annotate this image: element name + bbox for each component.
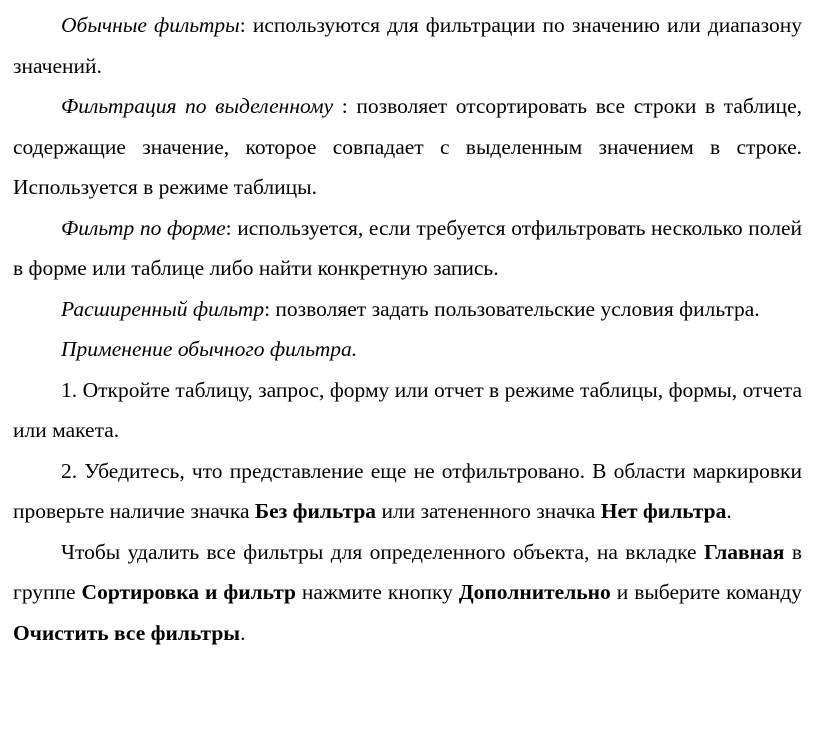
term-filter-by-form: Фильтр по форме xyxy=(61,215,226,240)
bold-sort-filter-group: Сортировка и фильтр xyxy=(81,580,296,604)
paragraph-text: 2. Убедитесь, что представление еще не отфильтровано. В области маркировки проверьте наличие значка xyxy=(13,458,802,523)
bold-clear-all-filters: Очистить все фильтры xyxy=(13,620,241,645)
paragraph-text: в группе xyxy=(13,539,802,604)
paragraph-text: : позволяет задать пользовательские условия фильтра. xyxy=(264,296,760,321)
paragraph-text: . xyxy=(240,620,246,645)
heading-applying-ordinary-filter: Применение обычного фильтра. xyxy=(61,337,358,361)
paragraph-text: Чтобы удалить все фильтры для определенного объекта, на вкладке xyxy=(61,539,704,564)
paragraph-text: : используются для фильтрации по значению или диапазону значений. xyxy=(13,13,802,78)
term-ordinary-filters: Обычные фильтры xyxy=(61,13,240,37)
paragraph-text: . xyxy=(726,499,732,523)
paragraph-text: : используется, если требуется отфильтровать несколько полей в форме или таблице либо найти конкретную запись. xyxy=(13,215,802,280)
paragraph-text: 1. Откройте таблицу, запрос, форму или отчет в режиме таблицы, формы, отчета или макета. xyxy=(13,377,802,442)
bold-home-tab: Главная xyxy=(703,539,785,564)
paragraph-filter-by-form xyxy=(13,208,802,289)
bold-no-filter-label: Нет фильтра xyxy=(600,499,727,523)
bold-advanced-button: Дополнительно xyxy=(458,580,611,604)
paragraph-text: : позволяет отсортировать все строки в таблице, содержащие значение, которое совпадает с выделенным значением в строке. Используется в режиме таблицы. xyxy=(13,94,802,199)
bold-no-filter-icon-label: Без фильтра xyxy=(254,499,377,523)
clear-filters-paragraph xyxy=(13,532,802,654)
paragraph-ordinary-filters xyxy=(13,5,802,86)
paragraph-text: и выберите команду xyxy=(610,580,803,604)
paragraph-text: нажмите кнопку xyxy=(295,580,459,604)
section-heading xyxy=(13,329,802,370)
step-2-paragraph xyxy=(13,451,802,532)
paragraph-filter-by-selection xyxy=(13,86,802,208)
term-advanced-filter: Расширенный фильтр xyxy=(61,296,265,321)
term-filter-by-selection: Фильтрация по выделенному xyxy=(61,94,334,118)
paragraph-advanced-filter xyxy=(13,289,802,330)
paragraph-text: или затененного значка xyxy=(376,499,601,523)
step-1-paragraph xyxy=(13,370,802,451)
